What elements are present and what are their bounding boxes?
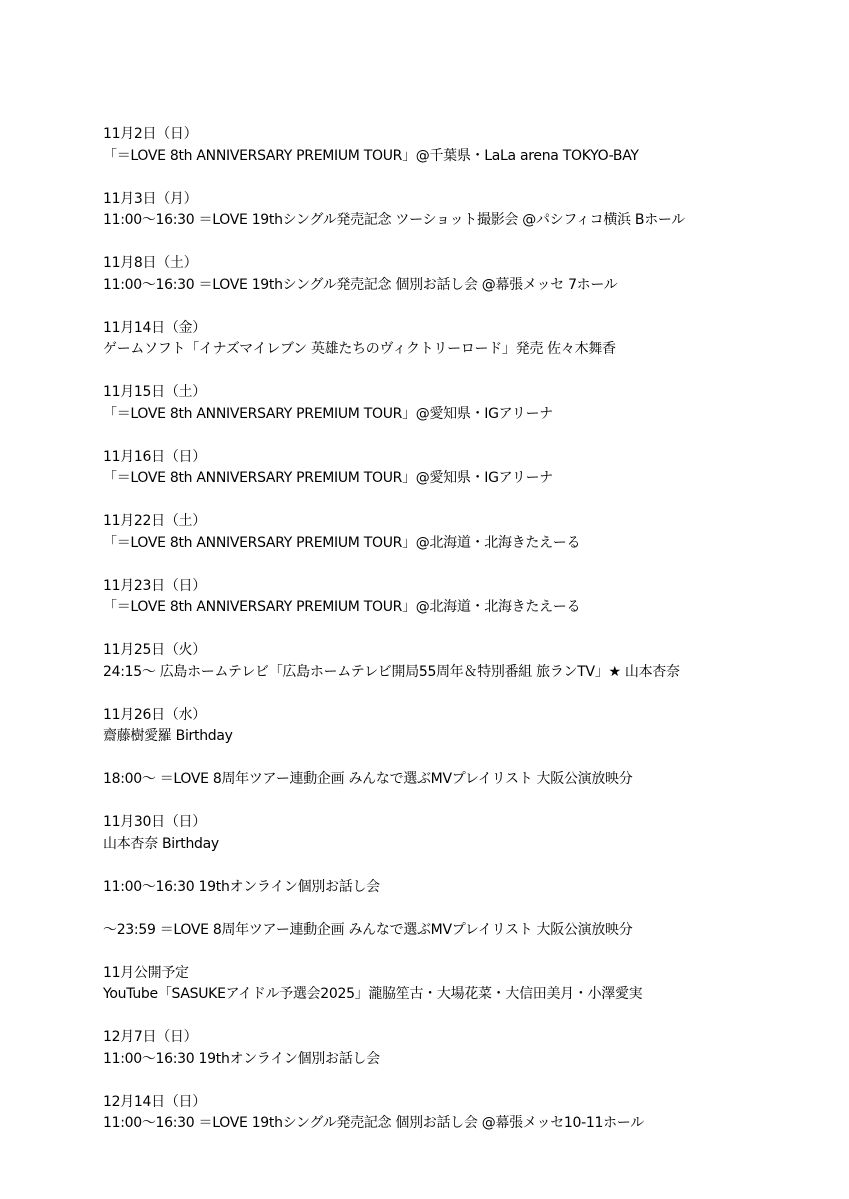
entry-date: 11月公開予定 <box>103 964 189 981</box>
schedule-entry <box>103 640 823 683</box>
entry-date: 11月8日（土） <box>103 255 198 271</box>
entry-date: 11月3日（月） <box>103 190 198 207</box>
entry-date: 11月23日（日） <box>103 577 206 594</box>
entry-gap <box>103 490 823 512</box>
entry-detail: 「＝LOVE 8th ANNIVERSARY PREMIUM TOUR」@千葉県・LaLa arena TOKYO-BAY <box>103 147 639 164</box>
entry-gap <box>103 1070 823 1092</box>
entry-gap <box>103 941 823 963</box>
entry-date: 11月2日（日） <box>103 126 198 142</box>
schedule-entry <box>103 382 823 425</box>
entry-gap <box>103 619 823 641</box>
entry-detail: 11:00〜16:30 19thオンライン個別お話し会 <box>103 1050 380 1067</box>
schedule-entry <box>103 812 823 855</box>
entry-detail: 11:00〜16:30 19thオンライン個別お話し会 <box>103 878 380 895</box>
entry-gap <box>103 425 823 447</box>
schedule-entry <box>103 511 823 554</box>
entry-detail: 「＝LOVE 8th ANNIVERSARY PREMIUM TOUR」@北海道・北海きたえーる <box>103 534 581 551</box>
entry-gap <box>103 683 823 705</box>
schedule-entry <box>103 920 823 942</box>
entry-detail: ゲームソフト「イナズマイレブン 英雄たちのヴィクトリーロード」発売 佐々木舞香 <box>103 341 616 357</box>
entry-detail: YouTube「SASUKEアイドル予選会2025」瀧脇笙古・大場花菜・大信田美月・小澤愛実 <box>103 986 643 1002</box>
entry-gap <box>103 748 823 770</box>
entry-date: 11月30日（日） <box>103 814 206 830</box>
schedule-entry <box>103 447 823 490</box>
entry-gap <box>103 232 823 254</box>
schedule-entry <box>103 576 823 619</box>
schedule-entry <box>103 253 823 296</box>
entry-date: 11月14日（金） <box>103 319 206 336</box>
entry-detail: 11:00〜16:30 ＝LOVE 19thシングル発売記念 個別お話し会 @幕張メッセ 7ホール <box>103 276 618 293</box>
entry-detail: 「＝LOVE 8th ANNIVERSARY PREMIUM TOUR」@愛知県・IGアリーナ <box>103 405 553 422</box>
entry-date: 12月14日（日） <box>103 1093 206 1110</box>
schedule-document <box>103 124 823 1135</box>
entry-detail: 「＝LOVE 8th ANNIVERSARY PREMIUM TOUR」@北海道・北海きたえーる <box>103 599 581 615</box>
entry-detail: 24:15〜 広島ホームテレビ「広島ホームテレビ開局55周年＆特別番組 旅ランTV」★ 山本杏奈 <box>103 663 680 680</box>
schedule-entry <box>103 1092 823 1135</box>
entry-gap <box>103 855 823 877</box>
entry-detail: 山本杏奈 Birthday <box>103 835 219 852</box>
entry-detail: 11:00〜16:30 ＝LOVE 19thシングル発売記念 個別お話し会 @幕張メッセ10-11ホール <box>103 1115 644 1131</box>
schedule-entry <box>103 963 823 1006</box>
entry-detail: 「＝LOVE 8th ANNIVERSARY PREMIUM TOUR」@愛知県・IGアリーナ <box>103 470 553 486</box>
entry-gap <box>103 1006 823 1028</box>
entry-gap <box>103 296 823 318</box>
schedule-entry <box>103 1027 823 1070</box>
entry-detail: 11:00〜16:30 ＝LOVE 19thシングル発売記念 ツーショット撮影会 @パシフィコ横浜 Bホール <box>103 212 686 228</box>
schedule-entry <box>103 877 823 899</box>
schedule-entry <box>103 318 823 361</box>
entry-date: 12月7日（日） <box>103 1029 198 1045</box>
entry-date: 11月26日（水） <box>103 706 206 723</box>
schedule-entry <box>103 769 823 791</box>
entry-detail: 18:00〜 ＝LOVE 8周年ツアー連動企画 みんなで選ぶMVプレイリスト 大阪公演放映分 <box>103 771 633 787</box>
entry-date: 11月25日（火） <box>103 642 206 658</box>
entry-detail: 齋藤樹愛羅 Birthday <box>103 728 233 744</box>
entry-gap <box>103 791 823 813</box>
schedule-entry <box>103 124 823 167</box>
entry-date: 11月15日（土） <box>103 384 206 400</box>
schedule-entry <box>103 189 823 232</box>
entry-date: 11月22日（土） <box>103 513 206 529</box>
schedule-entry <box>103 705 823 748</box>
entry-date: 11月16日（日） <box>103 448 206 465</box>
entry-gap <box>103 898 823 920</box>
entry-detail: 〜23:59 ＝LOVE 8周年ツアー連動企画 みんなで選ぶMVプレイリスト 大阪公演放映分 <box>103 921 633 938</box>
entry-gap <box>103 167 823 189</box>
entry-gap <box>103 554 823 576</box>
entry-gap <box>103 361 823 383</box>
